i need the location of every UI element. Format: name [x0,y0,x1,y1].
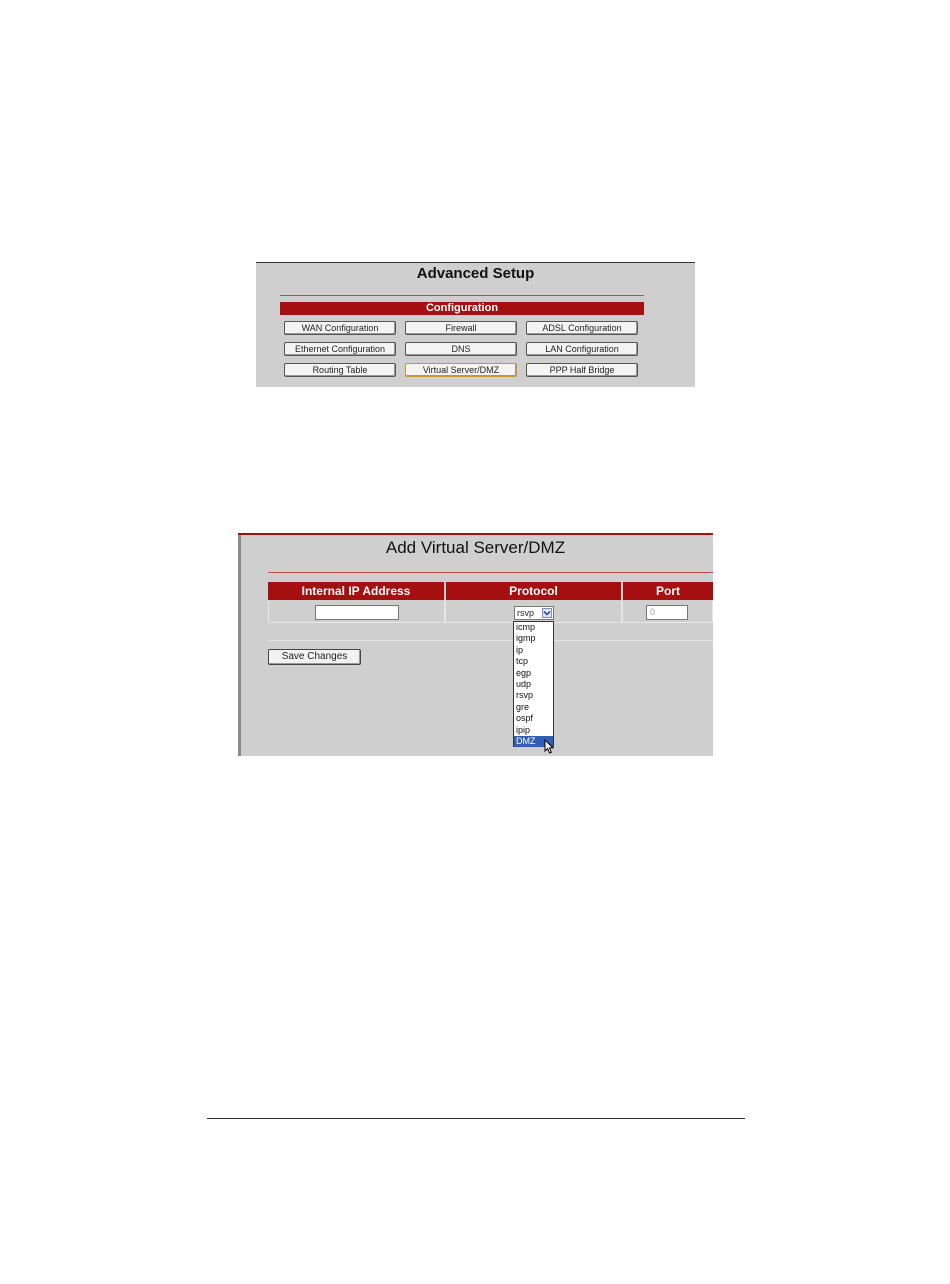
column-header-protocol: Protocol [446,582,621,600]
add-virtual-server-panel [238,533,713,756]
configuration-button-grid [284,321,640,377]
page-footer-rule [207,1118,745,1119]
configuration-header: Configuration [280,302,644,315]
ppp-half-bridge-button[interactable]: PPP Half Bridge [526,363,638,377]
virtual-server-dmz-button[interactable]: Virtual Server/DMZ [405,363,517,377]
protocol-option-icmp[interactable]: icmp [516,622,536,632]
routing-table-button[interactable]: Routing Table [284,363,396,377]
column-header-port: Port [623,582,713,600]
row-divider [268,640,713,641]
wan-configuration-button[interactable]: WAN Configuration [284,321,396,335]
lan-configuration-button[interactable]: LAN Configuration [526,342,638,356]
advanced-setup-title: Advanced Setup [416,265,535,282]
adsl-configuration-button[interactable]: ADSL Configuration [526,321,638,335]
protocol-option-rsvp[interactable]: rsvp [516,690,534,701]
panel-left-border [238,535,241,756]
ethernet-configuration-button[interactable]: Ethernet Configuration [284,342,396,356]
protocol-option-udp[interactable]: udp [516,678,532,689]
protocol-option-ipip[interactable]: ipip [516,724,531,735]
dns-button[interactable]: DNS [405,342,517,356]
protocol-option-ip[interactable]: ip [516,644,524,655]
firewall-button[interactable]: Firewall [405,321,517,335]
protocol-selected-value: rsvp [517,608,535,618]
protocol-option-ospf[interactable]: ospf [516,713,534,724]
title-divider [280,295,644,296]
chevron-down-icon[interactable] [542,608,552,618]
title-divider [268,572,713,573]
protocol-option-egp[interactable]: egp [516,667,532,678]
protocol-option-igmp[interactable]: igmp [516,633,536,644]
advanced-setup-panel [256,262,695,387]
internal-ip-input[interactable] [315,605,399,620]
column-header-internal-ip: Internal IP Address [268,582,444,600]
protocol-dropdown-list [513,621,554,747]
protocol-select[interactable] [514,606,554,620]
mouse-cursor-icon [544,739,555,760]
protocol-option-tcp[interactable]: tcp [516,656,529,667]
protocol-option-dmz[interactable]: DMZ [514,736,553,747]
add-virtual-server-title: Add Virtual Server/DMZ [385,538,566,557]
protocol-option-gre[interactable]: gre [516,701,530,712]
port-input[interactable]: 0 [646,605,688,620]
save-changes-button[interactable]: Save Changes [268,649,361,665]
